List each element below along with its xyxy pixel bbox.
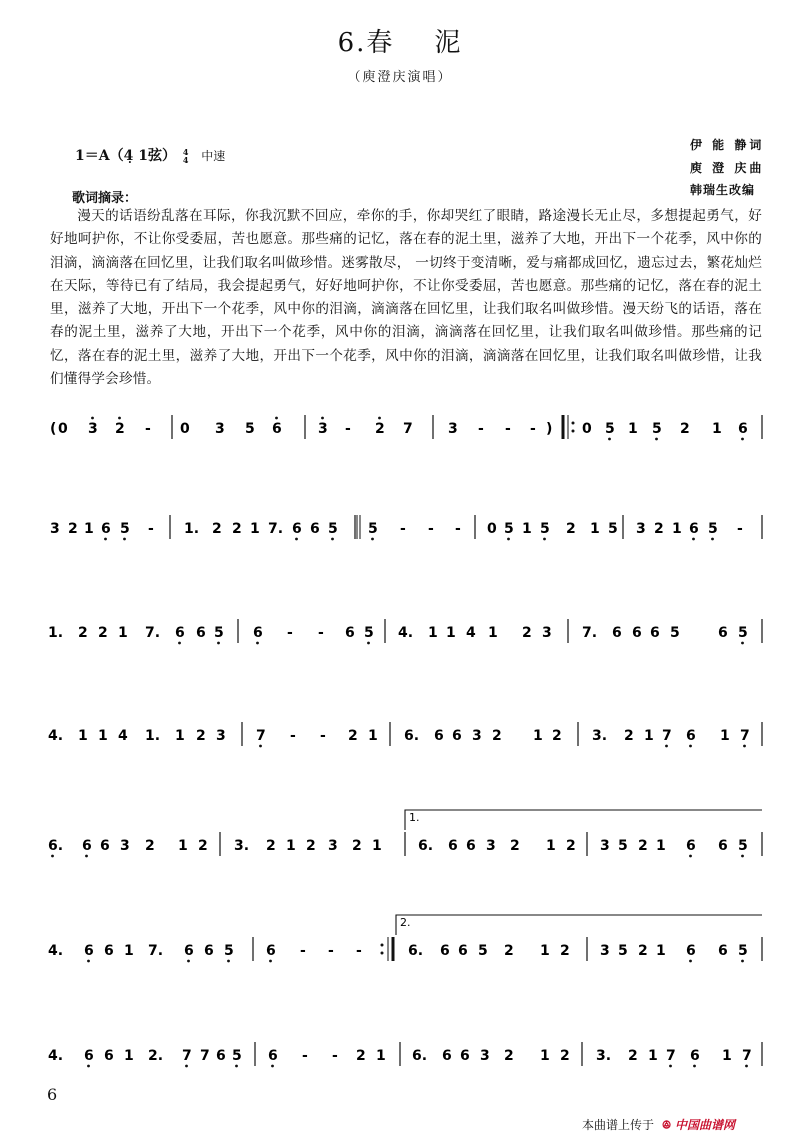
note: 3 — [448, 421, 458, 437]
note: 3. — [596, 1048, 612, 1064]
note: 2 — [306, 838, 316, 854]
note: 7 — [740, 728, 750, 744]
octave-dot-below — [741, 438, 744, 441]
note: 1 — [78, 728, 88, 744]
note: 1 — [368, 728, 378, 744]
note: 6 — [253, 625, 263, 641]
note: 6. — [418, 838, 434, 854]
note: 1 — [250, 521, 260, 537]
note: 3 — [542, 625, 552, 641]
note: - — [320, 728, 326, 744]
note: 6 — [460, 1048, 470, 1064]
note: 5 — [368, 521, 378, 537]
note: 4 — [118, 728, 128, 744]
note: 6 — [216, 1048, 226, 1064]
note: 2 — [196, 728, 206, 744]
note: 2 — [492, 728, 502, 744]
note: - — [505, 421, 511, 437]
note: - — [332, 1048, 338, 1064]
note: 6 — [272, 421, 282, 437]
note: 1 — [118, 625, 128, 641]
note: 1 — [672, 521, 682, 537]
site-name-link[interactable]: 中国曲谱网 — [675, 1118, 736, 1132]
note: 2 — [266, 838, 276, 854]
note: 1 — [656, 838, 666, 854]
note: 6 — [686, 838, 696, 854]
note: 1. — [145, 728, 161, 744]
note: 1 — [178, 838, 188, 854]
note: - — [328, 943, 334, 959]
note: 1 — [488, 625, 498, 641]
repeat-dot — [572, 430, 575, 433]
lyricist-credit: 伊 能 静词 — [690, 138, 765, 152]
octave-dot-below — [235, 1065, 238, 1068]
note: 1 — [372, 838, 382, 854]
note: 2 — [566, 838, 576, 854]
octave-dot-above — [275, 417, 278, 420]
note: 3 — [88, 421, 98, 437]
note: 6 — [440, 943, 450, 959]
octave-dot-below — [217, 642, 220, 645]
note: 4. — [48, 943, 64, 959]
note: 6 — [689, 521, 699, 537]
note: - — [145, 421, 151, 437]
volta-label: 1. — [409, 811, 420, 824]
note: 5 — [652, 421, 662, 437]
note: 5 — [670, 625, 680, 641]
octave-dot-below — [655, 438, 658, 441]
note: 1 — [720, 728, 730, 744]
octave-dot-below — [331, 538, 334, 541]
note: 6 — [175, 625, 185, 641]
note: 1 — [175, 728, 185, 744]
repeat-dot — [381, 944, 384, 947]
note: 5 — [608, 521, 618, 537]
note: 6. — [48, 838, 64, 854]
note: 6 — [718, 943, 728, 959]
note: 2 — [504, 943, 514, 959]
note: 7. — [145, 625, 161, 641]
note: 6 — [686, 943, 696, 959]
note: - — [356, 943, 362, 959]
note: 1 — [533, 728, 543, 744]
note: 0 — [487, 521, 497, 537]
note: 6 — [434, 728, 444, 744]
note: 2 — [680, 421, 690, 437]
note: 1 — [590, 521, 600, 537]
tempo-marking: 中速 — [201, 149, 226, 163]
note: - — [302, 1048, 308, 1064]
note: 1 — [722, 1048, 732, 1064]
note: 5 — [618, 838, 628, 854]
time-bottom: 4 — [182, 155, 189, 165]
note: 2 — [356, 1048, 366, 1064]
note: 5 — [245, 421, 255, 437]
octave-dot-below — [741, 960, 744, 963]
note: 6 — [738, 421, 748, 437]
octave-dot-above — [91, 417, 94, 420]
note: 6 — [266, 943, 276, 959]
note: 2 — [624, 728, 634, 744]
time-top: 4 — [182, 147, 189, 157]
octave-dot-below — [185, 1065, 188, 1068]
note: ( — [50, 421, 57, 437]
lyrics-excerpt: 漫天的话语纷乱落在耳际，你我沉默不回应，牵你的手，你却哭红了眼睛，路途漫长无止尽，多想提起勇气，好好地呵护你，不让你受委屈，苦也愿意。那些痛的记忆，落在春的泥土里，滋养了大地，开出下一个花季，风中你的泪滴，滴滴落在回忆里，让我们取名叫做珍惜。迷雾散尽， 一切终于变清晰，爱与痛都成回忆，遗忘过去，繁花灿烂在天际，等待已有了结局，我会提起勇气，好好地呵护你，不让你受委屈，苦也愿意。那些痛的记忆，落在春的泥土里，滋养了大地，开出下一个花季，风中你的泪滴，滴滴落在回忆里，让我们取名叫做珍惜。漫天纷飞的话语，落在春的泥土里，滋养了大地，开出下一个花季，风中你的泪滴，滴滴落在回忆里，让我们取名叫做珍惜。那些痛的记忆，落在春的泥土里，滋养了大地，开出下一个花季，风中你的泪滴，滴滴落在回忆里，让我们取名叫做珍惜，让我们懂得学会珍惜。 — [50, 208, 762, 388]
note: 1 — [522, 521, 532, 537]
note: 0 — [58, 421, 68, 437]
note: 1. — [184, 521, 200, 537]
octave-dot-below — [187, 960, 190, 963]
octave-dot-below — [259, 745, 262, 748]
note: 6 — [442, 1048, 452, 1064]
arranger-credit: 韩瑞生改编 — [690, 183, 756, 197]
octave-dot-above — [378, 417, 381, 420]
note: 4. — [48, 728, 64, 744]
note: - — [530, 421, 536, 437]
note: 7 — [200, 1048, 210, 1064]
note: 5 — [224, 943, 234, 959]
note: 1 — [84, 521, 94, 537]
note: 2 — [212, 521, 222, 537]
note: 3 — [636, 521, 646, 537]
note: 1 — [428, 625, 438, 641]
note: 2 — [560, 943, 570, 959]
note: 3 — [318, 421, 328, 437]
note: - — [290, 728, 296, 744]
octave-dot-below — [104, 538, 107, 541]
note: 7. — [148, 943, 164, 959]
octave-dot-below — [51, 855, 54, 858]
octave-dot-below — [178, 642, 181, 645]
note: 6 — [82, 838, 92, 854]
note: 3. — [592, 728, 608, 744]
note: 7. — [582, 625, 598, 641]
note: ) — [546, 421, 553, 437]
octave-dot-below — [87, 1065, 90, 1068]
note: 4. — [398, 625, 414, 641]
note: 7 — [403, 421, 413, 437]
note: 3. — [234, 838, 250, 854]
note: 6 — [101, 521, 111, 537]
note: 6. — [412, 1048, 428, 1064]
note: 7 — [742, 1048, 752, 1064]
note: 5 — [540, 521, 550, 537]
note: 2 — [504, 1048, 514, 1064]
note: 1 — [124, 1048, 134, 1064]
note: - — [318, 625, 324, 641]
note: 5 — [214, 625, 224, 641]
note: 6 — [196, 625, 206, 641]
note: 6 — [650, 625, 660, 641]
octave-dot-below — [689, 855, 692, 858]
note: - — [300, 943, 306, 959]
note: 6. — [404, 728, 420, 744]
note: 3 — [216, 728, 226, 744]
note: 7 — [256, 728, 266, 744]
note: 1 — [286, 838, 296, 854]
note: 1 — [644, 728, 654, 744]
title-char-1: 春 — [366, 28, 395, 58]
note: 2 — [68, 521, 78, 537]
note: 3 — [600, 838, 610, 854]
octave-dot-below — [741, 855, 744, 858]
octave-dot-below — [256, 642, 259, 645]
note: 3 — [472, 728, 482, 744]
octave-dot-below — [227, 960, 230, 963]
octave-dot-below — [741, 642, 744, 645]
note: 0 — [582, 421, 592, 437]
note: - — [287, 625, 293, 641]
note: 6 — [466, 838, 476, 854]
note: 2 — [232, 521, 242, 537]
site-logo-icon: ꔮ — [661, 1118, 672, 1132]
note: 3 — [600, 943, 610, 959]
note: 3 — [120, 838, 130, 854]
note: 5 — [120, 521, 130, 537]
note: 1 — [628, 421, 638, 437]
note: 2 — [115, 421, 125, 437]
note: 2 — [510, 838, 520, 854]
note: 3 — [50, 521, 60, 537]
octave-dot-below — [743, 745, 746, 748]
note: 5 — [738, 838, 748, 854]
note: 2 — [352, 838, 362, 854]
octave-dot-below — [689, 960, 692, 963]
note: 6 — [268, 1048, 278, 1064]
note: 2 — [98, 625, 108, 641]
page-number: 6 — [47, 1085, 58, 1104]
note: 1 — [446, 625, 456, 641]
note: 7 — [662, 728, 672, 744]
volta-bracket — [405, 810, 762, 830]
note: 6 — [184, 943, 194, 959]
octave-dot-below — [745, 1065, 748, 1068]
octave-dot-below — [367, 642, 370, 645]
octave-dot-below — [689, 745, 692, 748]
note: 0 — [180, 421, 190, 437]
note: 1 — [540, 943, 550, 959]
note: 1 — [98, 728, 108, 744]
note: 2 — [552, 728, 562, 744]
note: 5 — [708, 521, 718, 537]
octave-dot-below — [665, 745, 668, 748]
note: 6 — [104, 1048, 114, 1064]
note: 5 — [618, 943, 628, 959]
octave-dot-below — [507, 538, 510, 541]
key-signature: 1＝A（4̣ 1弦） — [75, 148, 176, 164]
note: 2 — [638, 838, 648, 854]
note: 2 — [522, 625, 532, 641]
note: 2 — [198, 838, 208, 854]
upload-text: 本曲谱上传于 — [582, 1118, 655, 1132]
note: 1 — [656, 943, 666, 959]
note: - — [345, 421, 351, 437]
octave-dot-below — [87, 960, 90, 963]
title-char-2: 泥 — [434, 28, 463, 58]
note: 4. — [48, 1048, 64, 1064]
note: 6 — [104, 943, 114, 959]
title-number: 6. — [337, 28, 367, 58]
note: 3 — [486, 838, 496, 854]
note: 1 — [546, 838, 556, 854]
note: 6 — [100, 838, 110, 854]
note: 1 — [648, 1048, 658, 1064]
note: 2 — [566, 521, 576, 537]
note: 2 — [560, 1048, 570, 1064]
note: 5 — [364, 625, 374, 641]
note: 6 — [718, 838, 728, 854]
note: 6 — [345, 625, 355, 641]
performer-subtitle: （庾澄庆演唱） — [347, 70, 453, 85]
octave-dot-below — [85, 855, 88, 858]
note: 2 — [628, 1048, 638, 1064]
note: 6 — [448, 838, 458, 854]
octave-dot-above — [118, 417, 121, 420]
repeat-dot — [572, 422, 575, 425]
note: 2 — [78, 625, 88, 641]
octave-dot-below — [371, 538, 374, 541]
note: - — [478, 421, 484, 437]
repeat-dot — [381, 952, 384, 955]
note: 6 — [690, 1048, 700, 1064]
note: 6 — [84, 1048, 94, 1064]
volta-bracket — [396, 915, 762, 935]
octave-dot-below — [271, 1065, 274, 1068]
note: 2 — [654, 521, 664, 537]
note: 6 — [310, 521, 320, 537]
note: 1 — [540, 1048, 550, 1064]
note: 3 — [328, 838, 338, 854]
octave-dot-below — [669, 1065, 672, 1068]
note: 1 — [712, 421, 722, 437]
octave-dot-above — [321, 417, 324, 420]
note: 2 — [375, 421, 385, 437]
octave-dot-below — [543, 538, 546, 541]
note: 5 — [738, 625, 748, 641]
note: 4 — [466, 625, 476, 641]
note: 7 — [666, 1048, 676, 1064]
octave-dot-below — [295, 538, 298, 541]
note: 3 — [215, 421, 225, 437]
note: 5 — [504, 521, 514, 537]
octave-dot-below — [269, 960, 272, 963]
note: 6 — [686, 728, 696, 744]
octave-dot-below — [711, 538, 714, 541]
note: 2. — [148, 1048, 164, 1064]
note: 6 — [204, 943, 214, 959]
note: - — [428, 521, 434, 537]
footer-credit — [582, 1116, 735, 1133]
note: 1. — [48, 625, 64, 641]
note: 5 — [605, 421, 615, 437]
note: 3 — [480, 1048, 490, 1064]
octave-dot-below — [693, 1065, 696, 1068]
note: 5 — [232, 1048, 242, 1064]
note: 6 — [632, 625, 642, 641]
note: 6 — [452, 728, 462, 744]
note: 6 — [612, 625, 622, 641]
volta-label: 2. — [400, 916, 411, 929]
note: - — [400, 521, 406, 537]
note: 6 — [84, 943, 94, 959]
note: 6. — [408, 943, 424, 959]
note: 1 — [376, 1048, 386, 1064]
octave-dot-below — [608, 438, 611, 441]
note: 7. — [268, 521, 284, 537]
note: 6 — [292, 521, 302, 537]
note: 2 — [348, 728, 358, 744]
lyrics-heading: 歌词摘录： — [72, 191, 138, 206]
note: 6 — [718, 625, 728, 641]
note: 6 — [458, 943, 468, 959]
note: - — [148, 521, 154, 537]
note: 2 — [638, 943, 648, 959]
note: 5 — [478, 943, 488, 959]
note: 2 — [145, 838, 155, 854]
composer-credit: 庾 澄 庆曲 — [690, 161, 765, 175]
note: - — [455, 521, 461, 537]
octave-dot-below — [123, 538, 126, 541]
note: - — [737, 521, 743, 537]
note: 7 — [182, 1048, 192, 1064]
note: 1 — [124, 943, 134, 959]
octave-dot-below — [692, 538, 695, 541]
note: 5 — [738, 943, 748, 959]
note: 5 — [328, 521, 338, 537]
